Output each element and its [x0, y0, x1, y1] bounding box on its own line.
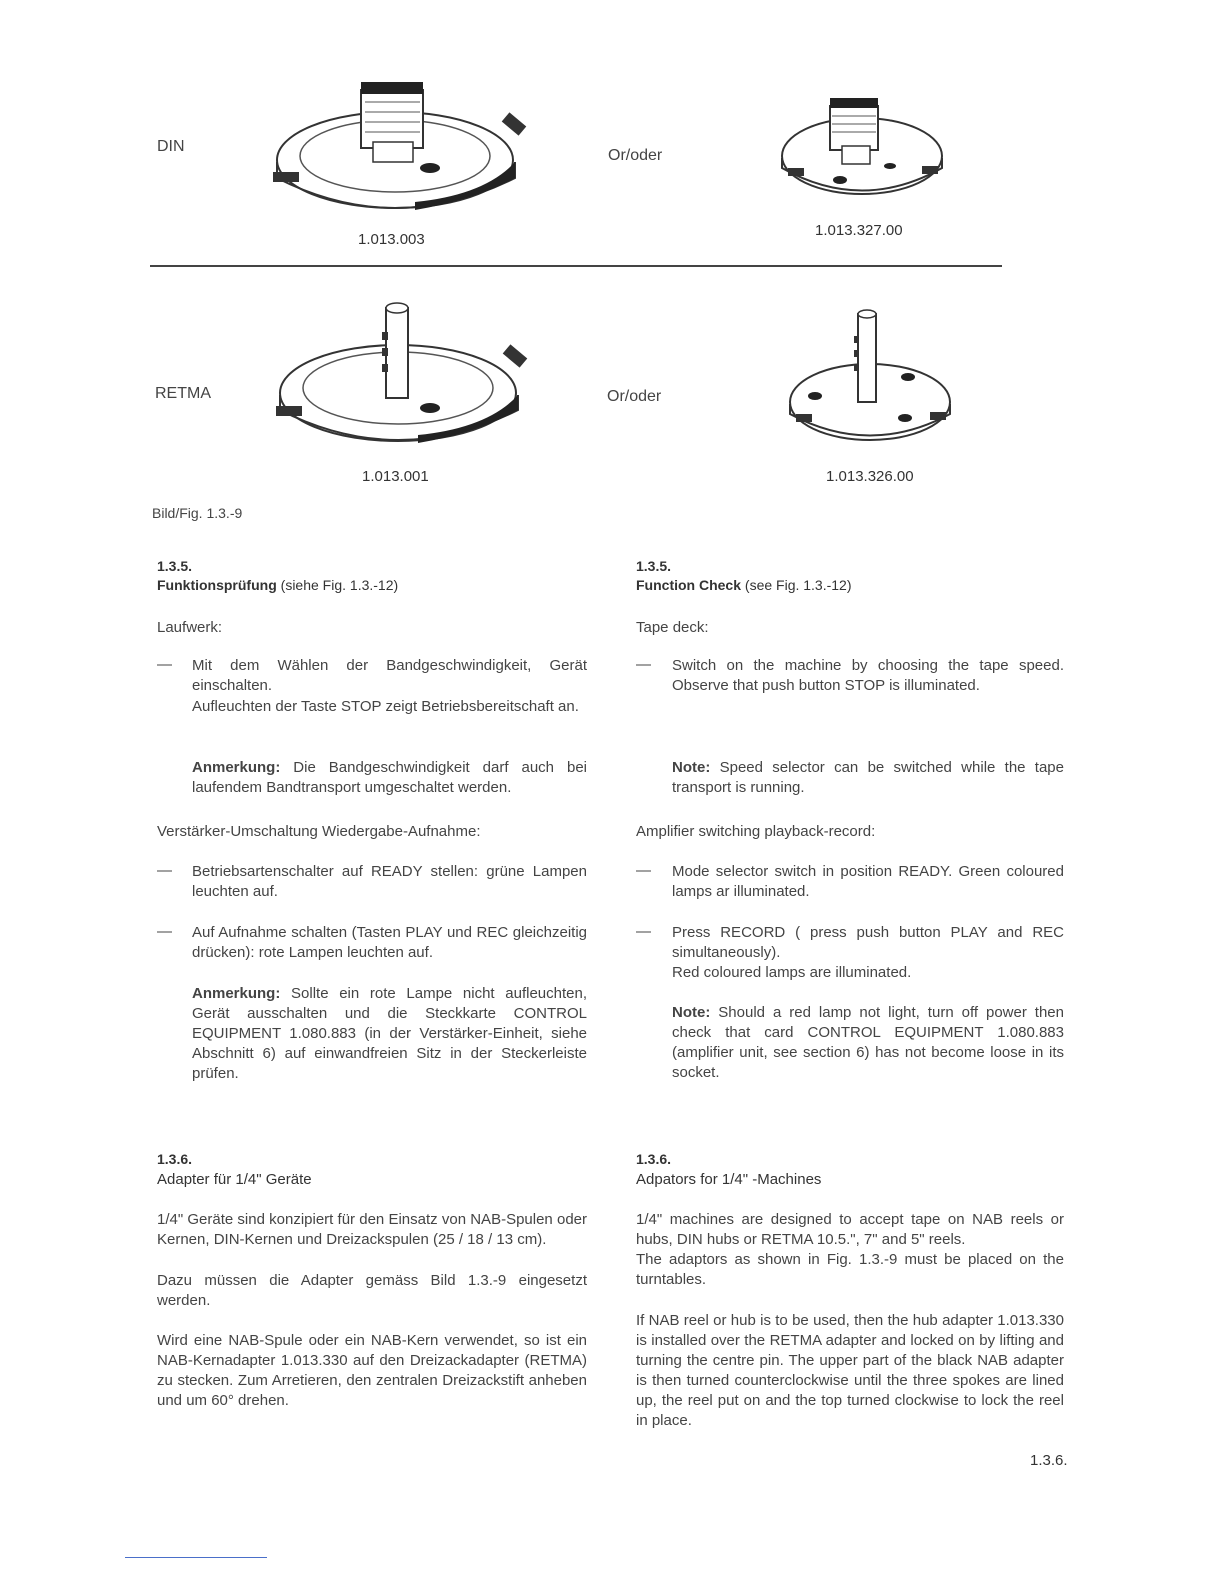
de-para-1: 1/4" Geräte sind konzipiert für den Einsatz von NAB-Spulen oder Kernen, DIN-Kernen und Dreizackspulen (25 / 18 / 13 cm). [157, 1211, 587, 1248]
en-dash-3: — [636, 923, 651, 940]
de-section-135-ref: (siehe Fig. 1.3.-12) [276, 577, 399, 593]
de-note-2 [192, 984, 587, 1084]
en-tape-deck-label: Tape deck: [636, 619, 709, 636]
en-section-135-number: 1.3.5. [636, 558, 672, 574]
part-number-din-large: 1.013.003 [358, 231, 425, 248]
de-laufwerk-label: Laufwerk: [157, 619, 223, 636]
de-section-136-number: 1.3.6. [157, 1151, 193, 1167]
en-note-2 [672, 1003, 1064, 1083]
de-note-1-text: Die Bandgeschwindigkeit darf auch bei laufendem Bandtransport umgeschaltet werden. [192, 759, 587, 796]
en-para-3: If NAB reel or hub is to be used, then the hub adapter 1.013.330 is installed over the RETMA adapter and locked on by lifting and turning the centre pin. The upper part of the black NAB adapter is then turned counterclockwise until the three spokes are lined up, the reel put on and the top turned clockwise to lock the reel in place. [636, 1312, 1064, 1429]
de-note-2-text: Sollte ein rote Lampe nicht aufleuchten, Gerät ausschalten und die Steckkarte CONTROL EQUIPMENT 1.080.883 (in der Verstärker-Einheit, siehe Abschnitt 6) auf einwandfreien Sitz in der Steckerleiste prüfen. [192, 985, 587, 1082]
de-para-2: Dazu müssen die Adapter gemäss Bild 1.3.-9 eingesetzt werden. [157, 1272, 587, 1309]
part-number-din-small: 1.013.327.00 [815, 222, 903, 239]
en-dash-1: — [636, 656, 651, 673]
part-number-retma-large: 1.013.001 [362, 468, 429, 485]
en-para-2: The adaptors as shown in Fig. 1.3.-9 must be placed on the turntables. [636, 1251, 1064, 1288]
en-note-1 [672, 758, 1064, 798]
part-number-retma-small: 1.013.326.00 [826, 468, 914, 485]
en-section-136-title: Adpators for 1/4" -Machines [636, 1171, 822, 1188]
de-section-135-heading [157, 577, 398, 593]
retma-adapter-large-drawing [268, 298, 538, 458]
figure-or-label-1: Or/oder [608, 147, 663, 164]
en-item-3a: Press RECORD ( press push button PLAY and REC simultaneously). [672, 924, 1064, 961]
page-number: 1.3.6. [1030, 1452, 1068, 1469]
en-item-2: Mode selector switch in position READY. Green coloured lamps ar illuminated. [672, 863, 1064, 900]
en-item-3b: Red coloured lamps are illuminated. [672, 964, 912, 981]
footnote-rule [125, 1557, 267, 1558]
de-note-2-label: Anmerkung: [192, 985, 281, 1002]
figure-or-label-2: Or/oder [607, 388, 662, 405]
de-dash-2: — [157, 862, 172, 879]
din-adapter-large-drawing [265, 70, 535, 220]
de-section-135-number: 1.3.5. [157, 558, 193, 574]
en-note-1-text: Speed selector can be switched while the tape transport is running. [672, 759, 1064, 796]
en-section-135-ref: (see Fig. 1.3.-12) [741, 577, 852, 593]
de-dash-1: — [157, 656, 172, 673]
figure-caption: Bild/Fig. 1.3.-9 [152, 505, 243, 521]
en-note-2-text: Should a red lamp not light, turn off power then check that card CONTROL EQUIPMENT 1.080.883 (amplifier unit, see section 6) has not become loose in its socket. [672, 1004, 1064, 1081]
din-adapter-small-drawing [772, 88, 952, 203]
en-section-135-title: Function Check [636, 577, 742, 593]
en-item-1: Switch on the machine by choosing the tape speed. Observe that push button STOP is illuminated. [672, 657, 1064, 694]
figure-label-retma: RETMA [155, 385, 211, 402]
de-item-2: Betriebsartenschalter auf READY stellen: grüne Lampen leuchten auf. [192, 863, 587, 900]
en-note-1-label: Note: [672, 759, 711, 776]
en-section-136-number: 1.3.6. [636, 1151, 672, 1167]
de-section-136-title: Adapter für 1/4" Geräte [157, 1171, 312, 1188]
en-section-135-heading [636, 577, 852, 593]
de-note-1 [192, 758, 587, 798]
en-amp-heading: Amplifier switching playback-record: [636, 823, 876, 840]
en-para-1: 1/4" machines are designed to accept tape on NAB reels or hubs, DIN hubs or RETMA 10.5.", 7" and 5" reels. [636, 1211, 1064, 1248]
de-dash-3: — [157, 923, 172, 940]
de-note-1-label: Anmerkung: [192, 759, 281, 776]
figure-divider [150, 265, 1002, 267]
de-item-3: Auf Aufnahme schalten (Tasten PLAY und REC gleichzeitig drücken): rote Lampen leuchten auf. [192, 924, 587, 961]
de-item-1b: Aufleuchten der Taste STOP zeigt Betriebsbereitschaft an. [192, 698, 579, 715]
en-dash-2: — [636, 862, 651, 879]
de-section-135-title: Funktionsprüfung [157, 577, 277, 593]
en-note-2-label: Note: [672, 1004, 711, 1021]
retma-adapter-small-drawing [780, 302, 960, 452]
de-para-3: Wird eine NAB-Spule oder ein NAB-Kern verwendet, so ist ein NAB-Kernadapter 1.013.330 auf den Dreizackadapter (RETMA) zu stecken. Zum Arretieren, den zentralen Dreizackstift anheben und um 60° drehen. [157, 1332, 587, 1409]
de-item-1a: Mit dem Wählen der Bandgeschwindigkeit, Gerät einschalten. [192, 657, 587, 694]
figure-label-din: DIN [157, 138, 185, 155]
de-amp-heading: Verstärker-Umschaltung Wiedergabe-Aufnahme: [157, 823, 481, 840]
